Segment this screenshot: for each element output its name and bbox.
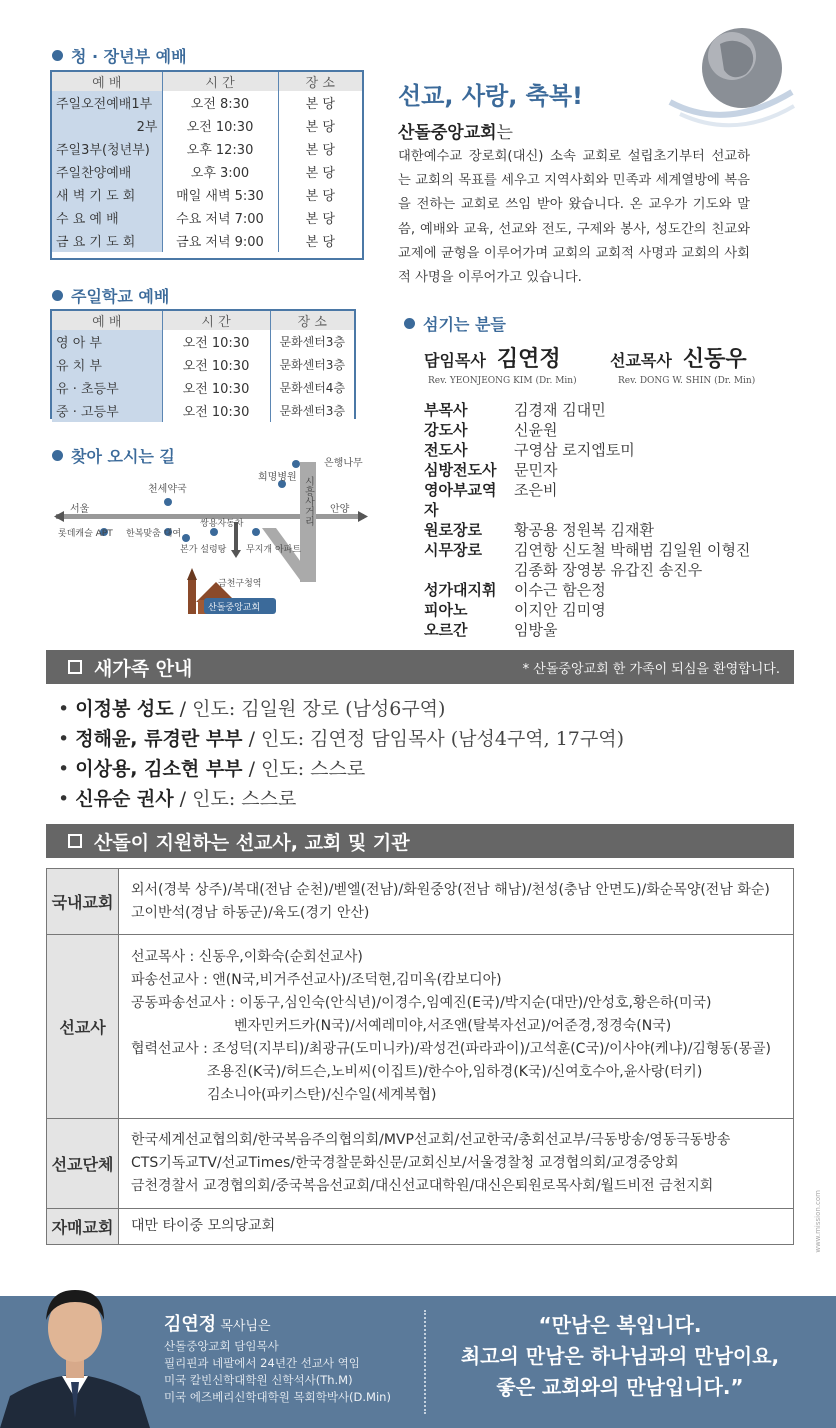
map-label-pharmacy: 천세약국 <box>148 484 187 495</box>
ssangyong-marker <box>210 528 218 536</box>
map-label-ssangyong: 쌍용자동차 <box>200 519 244 529</box>
map-label-anyang: 안양 <box>330 504 350 515</box>
youth-worship-title: 청 · 장년부 예배 <box>52 44 187 67</box>
footer <box>0 1296 836 1428</box>
staff-row: 오르간 임방울 <box>424 621 558 639</box>
col-header: 시 간 <box>162 311 270 330</box>
senior-pastor: 담임목사 김연정 <box>424 346 561 372</box>
table-row: 금 요 기 도 회 금요 저녁 9:00 본 당 <box>52 229 362 252</box>
intro-body: 대한예수교 장로회(대신) 소속 교회로 설립초기부터 선교하는 교회의 목표를 세우고 지역사회와 민족과 세계열방에 복음을 전하는 교회로 쓰임 받아 왔습니다. 온 교우가 기도와 말씀, 예배와 교육, 선교와 전도, 구제와 봉사, 성도간의 친교와 교제에 균형을 이루어가며 교회의 교회적 사명과 교회의 사회적 사명을 이루어가고 있습니다. <box>398 149 750 286</box>
checkbox-square-icon <box>68 834 82 848</box>
table-row: 유 · 초등부 오전 10:30 문화센터4층 <box>52 376 354 399</box>
side-watermark: www.mission.com <box>814 1190 822 1253</box>
bullet-icon <box>52 290 63 301</box>
list-item: • 신유순 권사 / 인도: 스스로 <box>58 788 297 810</box>
pastor-name: 김연정 <box>164 1314 217 1335</box>
staff-row: 전도사 구영삼 로지엡토미 <box>424 441 635 459</box>
table-row: 새 벽 기 도 회 매일 새벽 5:30 본 당 <box>52 183 362 206</box>
pharmacy-marker <box>164 498 172 506</box>
staff-row: 시무장로 김연항 신도철 박해범 김일원 이형진 <box>424 541 751 559</box>
directions-map <box>46 452 376 628</box>
table-row: 국내교회 외서(경북 상주)/복대(전남 순천)/벧엘(전남)/화원중앙(전남 해남)/천성(충남 안면도)/화순목양(전남 화순) 고이반석(경남 하동군)/육도(경기 안산) <box>47 869 794 935</box>
staff-row: 강도사 신윤원 <box>424 421 558 439</box>
sunday-school-table-frame <box>50 309 356 419</box>
table-row: 주일찬양예배 오후 3:00 본 당 <box>52 160 362 183</box>
servants-title: 섬기는 분들 <box>404 312 506 335</box>
mission-pastor: 선교목사 신동우 <box>610 346 747 372</box>
map-label-geumcheon: 금천구청역 <box>218 579 262 589</box>
supported-band <box>46 824 794 858</box>
staff-row: 김종화 장영봉 유갑진 송진우 <box>514 561 703 579</box>
staff-list <box>424 400 750 640</box>
muji-marker <box>252 528 260 536</box>
staff-row: 피아노 이지안 김미영 <box>424 601 606 619</box>
table-row: 선교사 선교목사 : 신동우,이화숙(순회선교사) 파송선교사 : 앤(N국,비거주선교사)/조덕현,김미옥(캄보디아) 공동파송선교사 : 이동구,심인숙(안식년)/이경수,임예진(E국)/박지순(대만)/안성호,황은하(미국) 벤자민커드카(N국)/서예레미야,서조앤(탈북자선교)/어준경,정경숙(N국) 협력선교사 : 조성덕(지부티)/최광규(도미니카)/곽성건(파라과이)/고석훈(C국)/이사야(케냐)/김형동(몽골) 조용진(K국)/허드슨,노비씨(이집트)/한수아,임하경(K국)/신여호수아,윤사랑(터키) 김소니아(파키스탄)/신수일(세계복협) <box>47 935 794 1119</box>
table-row: 수 요 예 배 수요 저녁 7:00 본 당 <box>52 206 362 229</box>
table-row: 선교단체 한국세계선교협의회/한국복음주의협의회/MVP선교회/선교한국/총회선교부/극동방송/영동극동방송 CTS기독교TV/선교Times/한국경찰문화신문/교회신보/서울경찰청 교경협의회/교경중앙회 금천경찰서 교경협의회/중국복음선교회/대신선교대학원/대신은퇴원로목사회/월드비전 금천지회 <box>47 1119 794 1209</box>
map-label-road: 시흥사거리 <box>302 476 314 526</box>
col-header: 장 소 <box>270 311 354 330</box>
youth-worship-table <box>52 72 362 252</box>
map-label-hanbok: 한복맞춤 대여 <box>126 529 182 539</box>
intro-headline: 선교, 사랑, 축복! <box>398 82 583 110</box>
pastor-quote: “만남은 복입니다. 최고의 만남은 하나님과의 만남이요, 좋은 교회와의 만남입니다.” <box>460 1313 780 1399</box>
table-row: 2부 오전 10:30 본 당 <box>52 114 362 137</box>
pastor-heading: 김연정 목사님은 <box>164 1314 271 1335</box>
table-row: 자매교회 대만 타이중 모의당교회 <box>47 1209 794 1245</box>
staff-row: 원로장로 황공용 정원복 김재환 <box>424 521 654 539</box>
col-header: 예 배 <box>52 311 162 330</box>
table-row: 유 치 부 오전 10:30 문화센터3층 <box>52 353 354 376</box>
table-row: 주일오전예배1부 오전 8:30 본 당 <box>52 91 362 114</box>
table-row: 주일3부(청년부) 오후 12:30 본 당 <box>52 137 362 160</box>
new-family-note: * 산돌중앙교회 한 가족이 되심을 환영합니다. <box>522 661 780 677</box>
youth-worship-table-frame <box>50 70 364 260</box>
directions-title: 찾아 오시는 길 <box>52 444 175 467</box>
arrow-down-icon <box>231 550 241 558</box>
bonga-marker <box>182 534 190 542</box>
checkbox-square-icon <box>68 660 82 674</box>
pastor-photo <box>0 1268 150 1428</box>
pastor-bio: 산돌중앙교회 담임목사 필리핀과 네팔에서 24년간 선교사 역임 미국 칼빈신학대학원 신학석사(Th.M) 미국 에즈베리신학대학원 목회학박사(D.Min) <box>164 1339 391 1404</box>
church-name: 산돌중앙교회 <box>398 123 497 143</box>
table-row: 중 · 고등부 오전 10:30 문화센터3층 <box>52 399 354 422</box>
globe-icon <box>666 22 796 132</box>
map-label-lotte: 롯데캐슬 APT <box>58 529 113 539</box>
staff-row: 성가대지휘 이수근 함은정 <box>424 581 606 599</box>
arrow-left-icon <box>54 511 64 522</box>
supported-table <box>46 868 794 1245</box>
col-header: 예 배 <box>52 72 162 91</box>
senior-name: 김연정 <box>496 346 561 372</box>
staff-row: 부목사 김경재 김대민 <box>424 401 606 419</box>
arrow-right-icon <box>358 511 368 522</box>
sunday-school-table <box>52 311 354 422</box>
bullet-icon <box>52 50 63 61</box>
intro-church: 산돌중앙교회는 <box>398 123 513 143</box>
new-family-title: 새가족 안내 <box>94 657 193 680</box>
list-item: • 이상용, 김소현 부부 / 인도: 스스로 <box>58 758 366 780</box>
col-header: 장 소 <box>278 72 362 91</box>
staff-row: 심방전도사 문민자 <box>424 461 558 479</box>
list-item: • 정해윤, 류경란 부부 / 인도: 김연정 담임목사 (남성4구역, 17구역) <box>58 728 625 750</box>
bullet-icon <box>404 318 415 329</box>
mission-en: Rev. DONG W. SHIN (Dr. Min) <box>618 376 756 386</box>
map-label-bank: 은행나무 <box>324 458 363 469</box>
senior-en: Rev. YEONJEONG KIM (Dr. Min) <box>428 376 577 386</box>
map-label-hospital: 희명병원 <box>258 472 297 483</box>
map-label-muji: 무지개 아파트 <box>246 545 302 555</box>
table-row: 영 아 부 오전 10:30 문화센터3층 <box>52 330 354 353</box>
sunday-school-title: 주일학교 예배 <box>52 284 169 307</box>
new-family-band <box>46 650 794 684</box>
bank-marker <box>292 460 300 468</box>
col-header: 시 간 <box>162 72 278 91</box>
staff-row: 영아부교역자 조은비 <box>424 481 558 519</box>
supported-title: 산돌이 지원하는 선교사, 교회 및 기관 <box>94 831 410 854</box>
footer-divider <box>424 1310 426 1414</box>
list-item: • 이정봉 성도 / 인도: 김일원 장로 (남성6구역) <box>58 698 446 720</box>
map-label-bonga: 본가 설렁탕 <box>180 545 227 555</box>
mission-name: 신동우 <box>682 346 747 372</box>
map-label-seoul: 서울 <box>70 504 90 515</box>
map-label-church: 산돌중앙교회 <box>208 603 261 613</box>
